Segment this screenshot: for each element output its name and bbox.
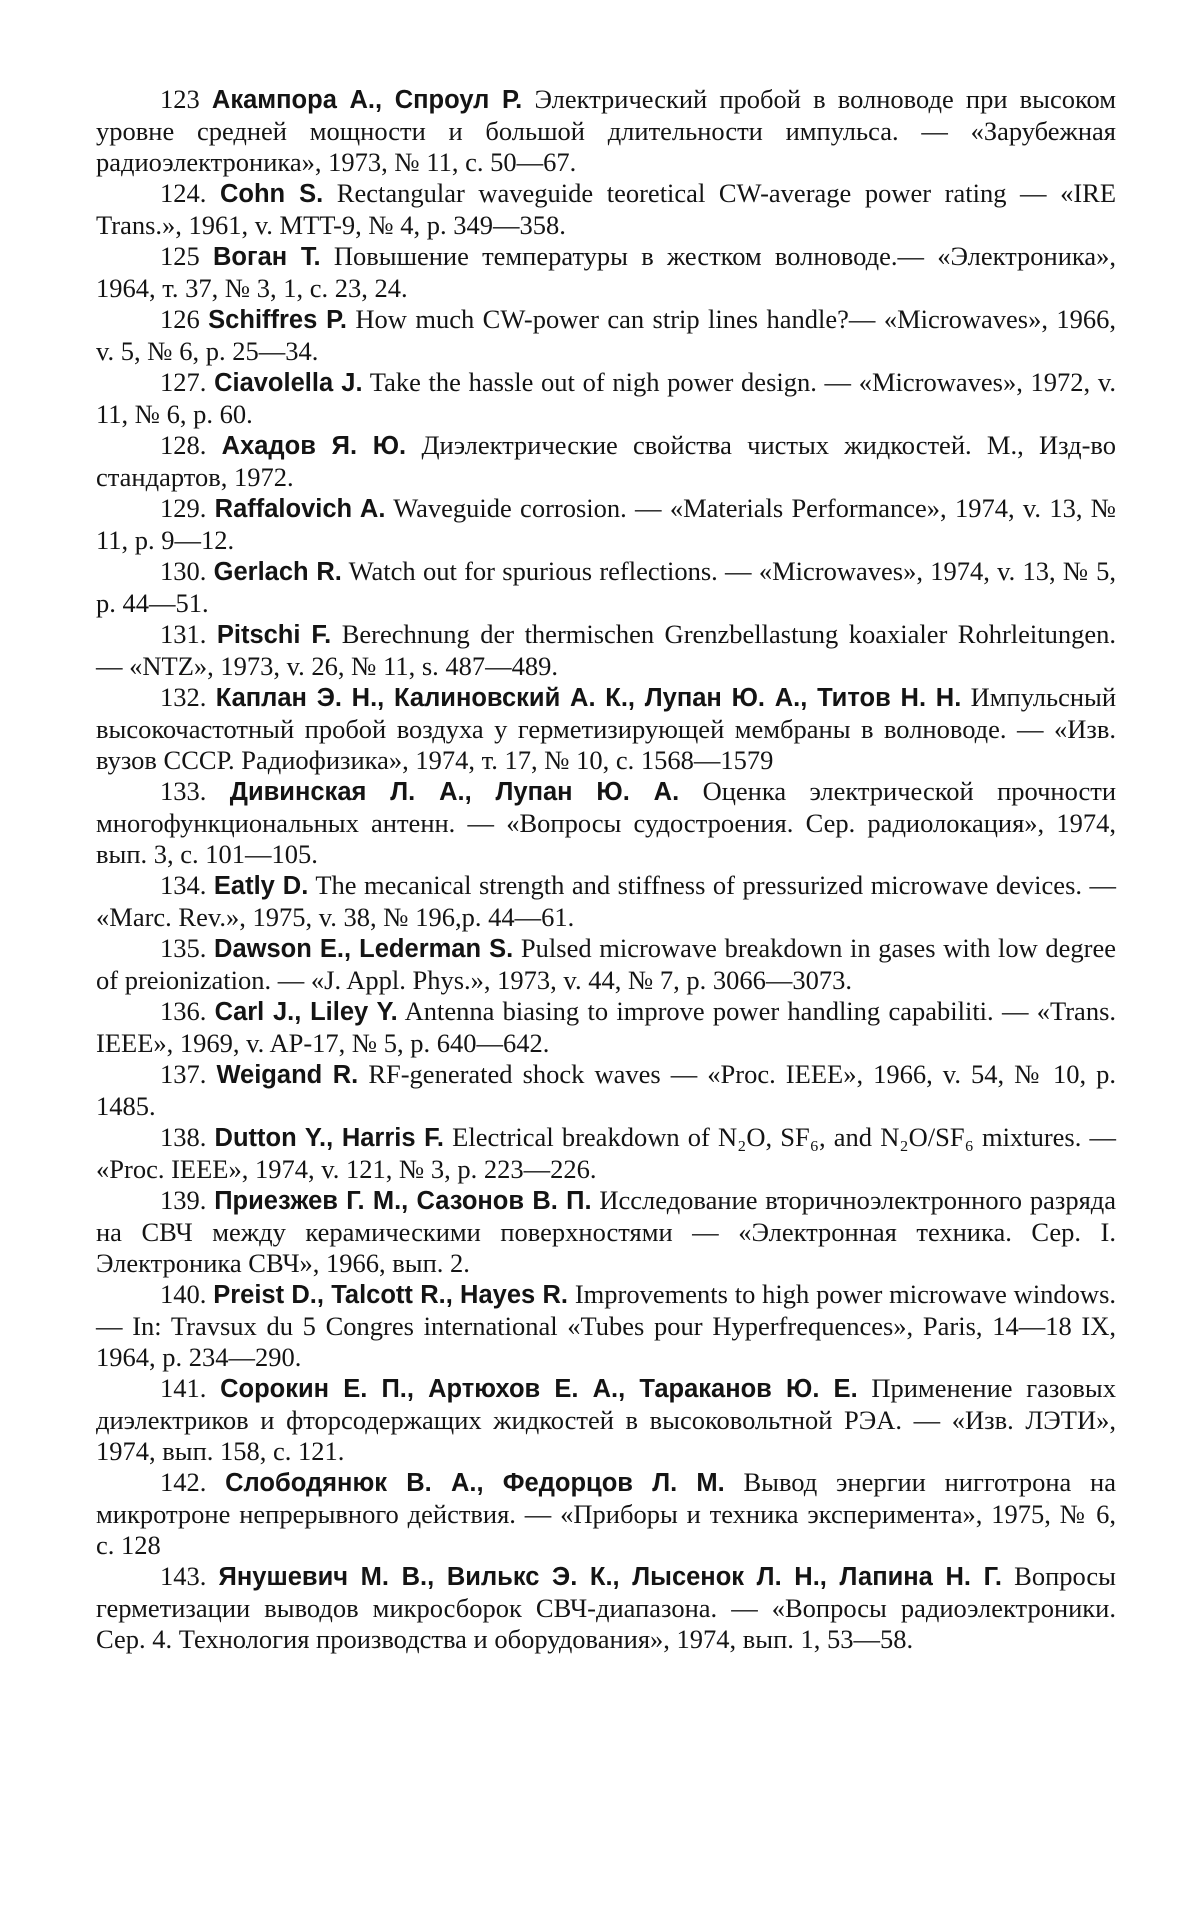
reference-number: 136. <box>160 996 207 1026</box>
reference-entry-123 <box>96 84 1116 178</box>
reference-text: Berechnung der thermischen Grenzbellastung koaxialer Rohrleitungen. — «NTZ», 1973, v. 26, № 11, s. 487—489. <box>96 619 1117 681</box>
reference-number: 142. <box>160 1467 207 1497</box>
reference-text: Электрический пробой в волноводе при высоком уровне средней мощности и большой длительности импульса. — «Зарубежная радиоэлектроника», 1973, № 11, с. 50—67. <box>96 84 1117 177</box>
reference-list <box>96 84 1116 1655</box>
reference-text: Диэлектрические свойства чистых жидкостей. М., Изд-во стандартов, 1972. <box>96 430 1117 492</box>
reference-text: Improvements to high power microwave windows. — In: Travsux du 5 Congres international «Tubes pour Hyperfrequences», Paris, 14—18 IX, 1964, p. 234—290. <box>96 1279 1117 1372</box>
reference-authors: Weigand R. <box>216 1061 359 1089</box>
reference-authors: Слободянюк В. А., Федорцов Л. М. <box>225 1469 725 1497</box>
reference-text: RF-generated shock waves — «Proc. IEEE», 1966, v. 54, № 10, p. 1485. <box>96 1059 1117 1121</box>
reference-authors: Carl J., Liley Y. <box>214 998 398 1026</box>
reference-authors: Каплан Э. Н., Калиновский А. К., Лупан Ю. А., Титов Н. Н. <box>215 684 962 712</box>
reference-entry-128 <box>96 430 1116 493</box>
reference-authors: Cohn S. <box>219 180 324 208</box>
reference-entry-127 <box>96 367 1116 430</box>
reference-number: 135. <box>160 933 207 963</box>
reference-number: 137. <box>160 1059 207 1089</box>
reference-text: Electrical breakdown of N₂O, SF₆, and N₂O/SF₆ mixtures. — «Proc. IEEE», 1974, v. 121, № 3, p. 223—226. <box>96 1122 1117 1184</box>
reference-authors: Raffalovich A. <box>214 495 386 523</box>
reference-authors: Gerlach R. <box>213 558 342 586</box>
reference-number: 131. <box>160 619 207 649</box>
reference-authors: Приезжев Г. М., Сазонов В. П. <box>214 1187 592 1215</box>
reference-authors: Янушевич М. В., Вилькс Э. К., Лысенок Л. Н., Лапина Н. Г. <box>218 1563 1002 1591</box>
reference-entry-130 <box>96 556 1116 619</box>
reference-number: 133. <box>160 776 207 806</box>
reference-number: 138. <box>160 1122 207 1152</box>
reference-number: 123 <box>160 84 200 114</box>
reference-entry-124 <box>96 178 1116 241</box>
reference-entry-132 <box>96 682 1116 776</box>
reference-authors: Dawson E., Lederman S. <box>214 935 514 963</box>
reference-entry-126 <box>96 304 1116 367</box>
reference-number: 124. <box>160 178 207 208</box>
reference-entry-133 <box>96 776 1116 870</box>
reference-number: 141. <box>160 1373 207 1403</box>
reference-number: 128. <box>160 430 207 460</box>
reference-number: 127. <box>160 367 207 397</box>
reference-entry-136 <box>96 996 1116 1059</box>
reference-text: Waveguide corrosion. — «Materials Performance», 1974, v. 13, № 11, p. 9—12. <box>96 493 1117 555</box>
reference-entry-140 <box>96 1279 1116 1373</box>
reference-text: The mecanical strength and stiffness of pressurized microwave devices. — «Marc. Rev.», 1975, v. 38, № 196,p. 44—61. <box>96 870 1117 932</box>
reference-text: Вывод энергии нигготрона на микротроне непрерывного действия. — «Приборы и техника эксперимента», 1975, № 6, с. 128 <box>96 1467 1116 1560</box>
reference-entry-143 <box>96 1561 1116 1655</box>
reference-authors: Ciavolella J. <box>214 369 363 397</box>
reference-text: Импульсный высокочастотный пробой воздуха у герметизирующей мембраны в волноводе. — «Изв. вузов СССР. Радиофизика», 1974, т. 17, № 10, с. 1568—1579 <box>96 682 1117 775</box>
reference-text: Watch out for spurious reflections. — «Microwaves», 1974, v. 13, № 5, p. 44—51. <box>96 556 1116 618</box>
reference-authors: Воган Т. <box>212 243 321 271</box>
reference-text: Повышение температуры в жестком волноводе.— «Электроника», 1964, т. 37, № 3, 1, с. 23, 24. <box>96 241 1116 303</box>
reference-authors: Preist D., Talcott R., Hayes R. <box>213 1281 568 1309</box>
reference-number: 140. <box>160 1279 207 1309</box>
reference-number: 125 <box>160 241 200 271</box>
reference-text: Rectangular waveguide teoretical CW-average power rating — «IRE Trans.», 1961, v. MTT-9, № 4, p. 349—358. <box>96 178 1117 240</box>
reference-entry-138 <box>96 1122 1116 1185</box>
reference-entry-137 <box>96 1059 1116 1122</box>
reference-number: 126 <box>160 304 200 334</box>
reference-text: Вопросы герметизации выводов микросборок СВЧ-диапазона. — «Вопросы радиоэлектроники. Сер. 4. Технология производства и оборудования», 1974, вып. 1, 53—58. <box>96 1561 1116 1654</box>
reference-entry-142 <box>96 1467 1116 1561</box>
reference-authors: Eatly D. <box>213 872 309 900</box>
reference-text: Take the hassle out of nigh power design. — «Microwaves», 1972, v. 11, № 6, p. 60. <box>96 367 1116 429</box>
reference-text: Antenna biasing to improve power handling capabiliti. — «Trans. IEEE», 1969, v. AP-17, № 5, p. 640—642. <box>96 996 1117 1058</box>
reference-entry-139 <box>96 1185 1116 1279</box>
reference-entry-131 <box>96 619 1116 682</box>
reference-authors: Дивинская Л. А., Лупан Ю. А. <box>229 778 680 806</box>
reference-entry-125 <box>96 241 1116 304</box>
reference-entry-134 <box>96 870 1116 933</box>
reference-text: Применение газовых диэлектриков и фторсодержащих жидкостей в высоковольтной РЭА. — «Изв. ЛЭТИ», 1974, вып. 158, с. 121. <box>96 1373 1116 1466</box>
reference-number: 130. <box>160 556 207 586</box>
reference-authors: Сорокин Е. П., Артюхов Е. А., Тараканов Ю. Е. <box>220 1375 858 1403</box>
reference-text: How much CW-power can strip lines handle?— «Microwaves», 1966, v. 5, № 6, p. 25—34. <box>96 304 1117 366</box>
reference-authors: Dutton Y., Harris F. <box>214 1124 444 1152</box>
reference-authors: Акампора А., Спроул Р. <box>211 86 523 114</box>
reference-entry-141 <box>96 1373 1116 1467</box>
reference-text: Оценка электрической прочности многофункциональных антенн. — «Вопросы судостроения. Сер. радиолокация», 1974, вып. 3, с. 101—105. <box>96 776 1117 869</box>
reference-entry-129 <box>96 493 1116 556</box>
reference-authors: Schiffres P. <box>208 306 347 334</box>
reference-text: Pulsed microwave breakdown in gases with low degree of preionization. — «J. Appl. Phys.», 1973, v. 44, № 7, p. 3066—3073. <box>96 933 1117 995</box>
reference-number: 143. <box>160 1561 207 1591</box>
reference-number: 134. <box>160 870 207 900</box>
reference-authors: Pitschi F. <box>216 621 332 649</box>
reference-number: 132. <box>160 682 207 712</box>
reference-text: Исследование вторичноэлектронного разряда на СВЧ между керамическими поверхностями — «Электронная техника. Сер. I. Электроника СВЧ», 1966, вып. 2. <box>96 1185 1117 1278</box>
reference-authors: Ахадов Я. Ю. <box>221 432 407 460</box>
reference-number: 129. <box>160 493 207 523</box>
reference-entry-135 <box>96 933 1116 996</box>
reference-number: 139. <box>160 1185 207 1215</box>
